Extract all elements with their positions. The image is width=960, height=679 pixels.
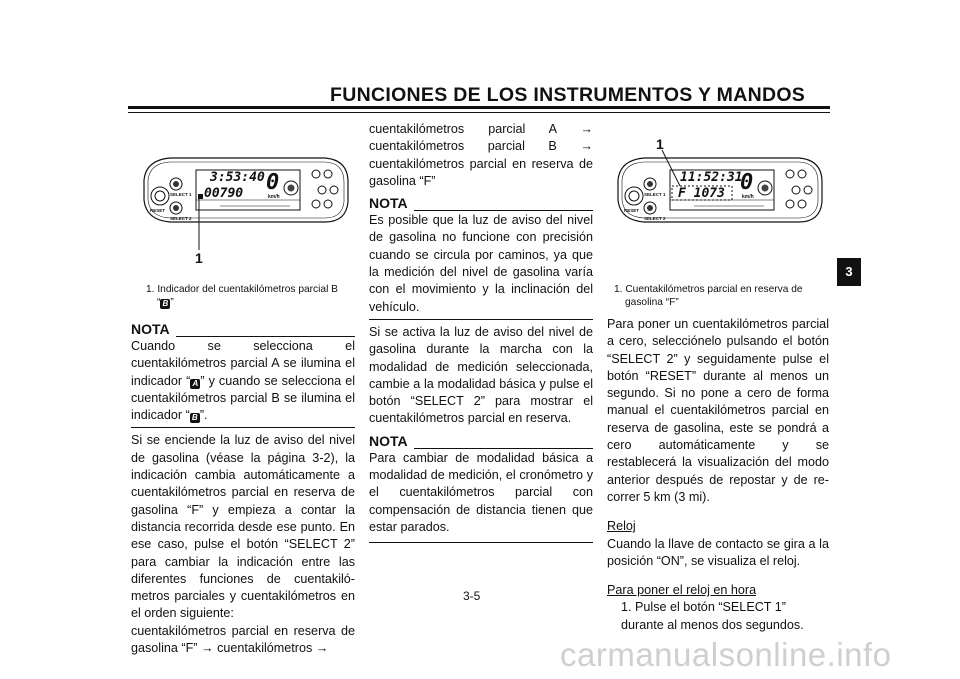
caption-line-2 xyxy=(146,296,356,309)
chapter-tab: 3 xyxy=(837,258,861,286)
caption-line-1: 1. Cuentakilómetros parcial en reserva de xyxy=(614,284,803,295)
subheading-set-clock: Para poner el reloj en hora xyxy=(607,583,757,598)
caption-line-2: gasolina “F” xyxy=(625,297,679,308)
callout-leader-left xyxy=(195,195,207,255)
nota-heading-3 xyxy=(369,433,593,449)
callout-leader-right xyxy=(660,148,684,190)
select1-button-label: SELECT 1 xyxy=(644,192,666,197)
page-header-title: FUNCIONES DE LOS INSTRUMENTOS Y MANDOS xyxy=(330,84,806,106)
watermark: carmanualsonline.info xyxy=(560,636,892,673)
callout-number-left: 1 xyxy=(195,250,203,266)
subheading-clock: Reloj xyxy=(607,519,636,534)
figure-caption-left xyxy=(146,283,356,309)
paragraph-warning-light: Si se activa la luz de aviso del nivel de gasolina durante la marcha con la modalidad de medición seleccionada, cambie a la modalidad básica y pulse el botón “SELECT 2” para mostrar el cuentakilómetros parcial en reserva. xyxy=(369,324,593,426)
nota-label: NOTA xyxy=(369,195,408,212)
nota-heading-1 xyxy=(131,321,355,337)
display-time-readout: 11:52:31 xyxy=(680,170,743,185)
instrument-panel-figure-right xyxy=(614,150,826,230)
reset-button-label: RESET xyxy=(624,208,640,213)
header-rule-thick xyxy=(128,106,830,109)
nota-1-text-a: Cuando se selecciona el cuentakilómetros parcial A se ilumina el indicador “ xyxy=(131,339,355,388)
caption-quote-open: “ xyxy=(157,297,161,308)
speed-unit-label: km/h xyxy=(742,194,754,200)
nota-divider xyxy=(369,319,593,320)
nota-divider xyxy=(131,427,355,428)
text-column-1 xyxy=(131,321,355,657)
nota-label: NOTA xyxy=(131,321,170,337)
display-speed-readout: 0 xyxy=(266,170,280,195)
tripmeter-b-icon: B xyxy=(160,299,170,309)
tripmeter-b-icon: B xyxy=(190,413,200,423)
nota-heading-2 xyxy=(369,195,593,211)
paragraph-clock: Cuando la llave de contacto se gira a la posición “ON”, se visualiza el reloj. xyxy=(607,536,829,568)
display-time-readout: 3:53:40 xyxy=(210,170,265,185)
display-odometer-readout: 00790 xyxy=(204,186,244,201)
step-1: 1. Pulse el botón “SELECT 1” durante al menos dos segundos. xyxy=(621,600,804,632)
caption-line-1: 1. Indicador del cuentakilómetros parcial B xyxy=(146,284,338,295)
text-column-3 xyxy=(607,316,829,634)
figure-caption-right xyxy=(614,283,829,309)
nota-divider xyxy=(369,542,593,543)
select2-button-label: SELECT 2 xyxy=(644,216,666,221)
nota-1-text-c: ”. xyxy=(199,408,208,423)
display-fuel-tripmeter-readout: F 1073 xyxy=(678,186,725,201)
paragraph-fuel-reserve: Si se enciende la luz de aviso del nivel de gasolina (véase la página 3-2), la indicación cambia automáticamente a cuentakilómetros parcial en reserva de gasolina “F” y empieza a contar la distancia recorrida desde ese punto. En ese caso, pulse el botón “SELECT 2” para cambiar la indicación entre las diferentes funciones de cuentakilómetros parciales y cuentakilómetros en el orden siguiente: xyxy=(131,433,355,621)
paragraph-reset-tripmeter: Para poner un cuentakilómetros parcial a cero, selecciónelo pulsando el botón “SELECT 2” y seguidamente pulse el botón “RESET” durante al menos un segundo. Si no pone a cero de forma manual el cuentakilómetros parcial en reserva de gasolina, este se pondrá a cero automáticamente y se restablecerá la visualización del modo anterior después de repostar y de recorrer 5 km (3 mi). xyxy=(607,317,829,504)
caption-quote-close: ” xyxy=(170,297,174,308)
tripmeter-a-icon: A xyxy=(190,379,200,389)
paragraph-order-sequence: cuentakilómetros parcial en reserva de gasolina “F” → cuentakilómetros → xyxy=(131,623,355,656)
select2-button-label: SELECT 2 xyxy=(170,216,192,221)
nota-label: NOTA xyxy=(369,432,408,449)
select1-button-label: SELECT 1 xyxy=(170,192,192,197)
reset-button-label: RESET xyxy=(150,208,166,213)
display-speed-readout: 0 xyxy=(740,170,754,195)
header-rule-thin xyxy=(128,112,830,113)
nota-1-body xyxy=(131,338,355,424)
nota-1-text-b: ” y cuando se selecciona el cuentakilómetros parcial B se ilumina el indicador “ xyxy=(131,373,355,423)
instrument-panel-figure-left xyxy=(140,150,352,230)
nota-3-body: Para cambiar de modalidad básica a modalidad de medición, el cronómetro y el cuentakilómetros parcial con compensación de distancia tienen que estar parados. xyxy=(369,450,593,534)
callout-number-right: 1 xyxy=(656,136,664,152)
text-column-2 xyxy=(369,121,593,543)
speed-unit-label: km/h xyxy=(268,194,280,200)
nota-2-body: Es posible que la luz de aviso del nivel de gasolina no funcione con precisión cuando se circula por caminos, ya que la medición del nivel de gasolina varía con el movimiento y la inclinación del vehículo. xyxy=(369,213,593,314)
page-number: 3-5 xyxy=(463,589,481,603)
paragraph-order-continued: cuentakilómetros parcial A → cuentakilómetros parcial B → cuentakilómetros parcial en reserva de gasolina “F” xyxy=(369,122,593,188)
